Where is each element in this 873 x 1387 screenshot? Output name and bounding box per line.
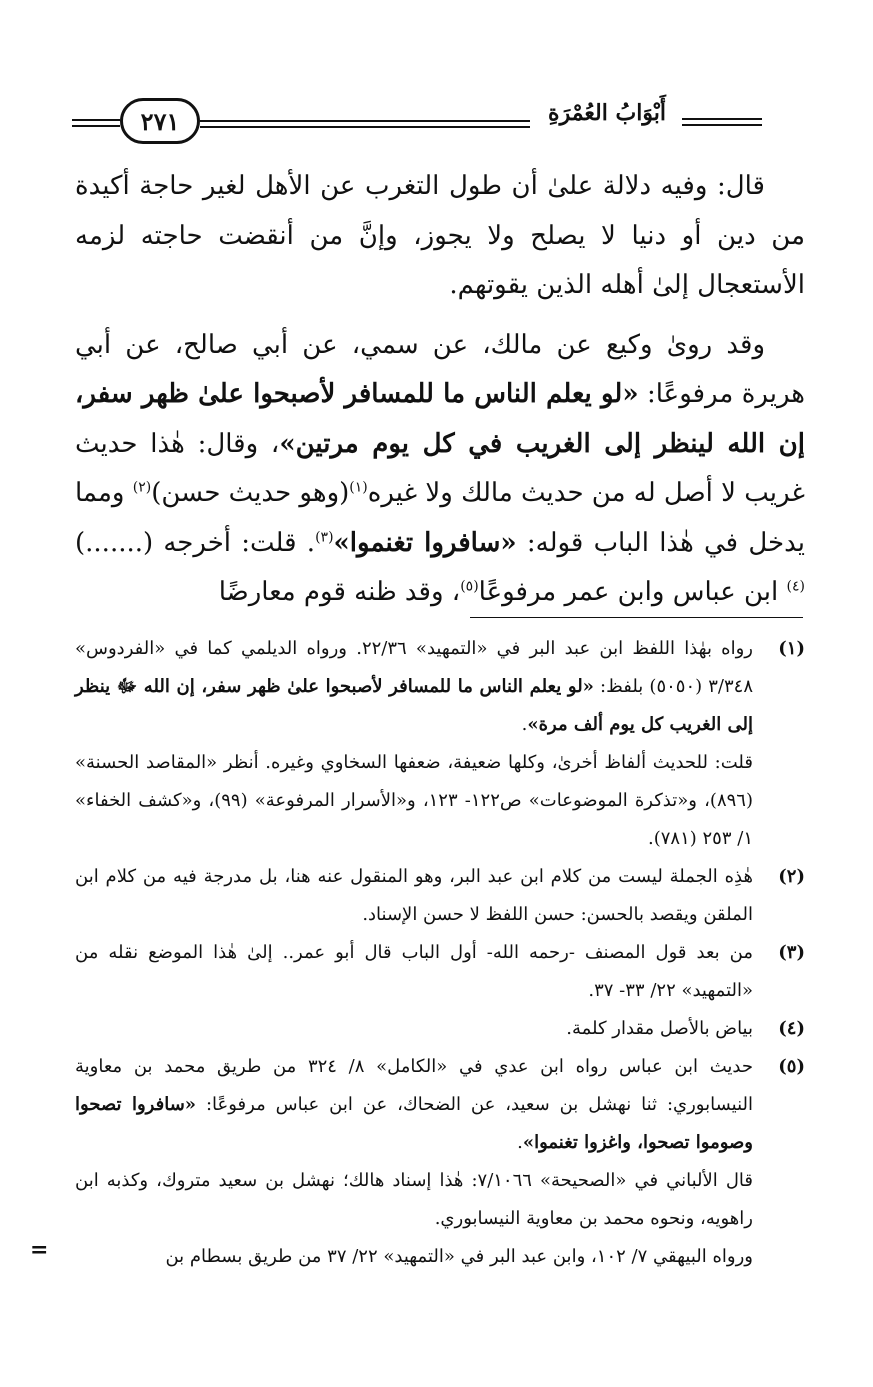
footnote-line [75,1048,753,1162]
header-rule [682,118,762,120]
footnote-body [75,1010,753,1048]
footnote-body [75,1048,753,1276]
text-run: حديث ابن عباس رواه ابن عدي في «الكامل» ٨/ ٣٢٤ من طريق محمد بن معاوية النيسابوري: ثنا نهشل بن سعيد، عن الضحاك، عن ابن عباس مرفوعًا: [75,1056,753,1115]
text-run: ، وقال: هٰذا حديث غريب لا أصل له من حديث مالك ولا غيره [75,428,805,508]
footnote-number: (٣) [778,942,805,963]
footnote-body [75,630,753,858]
footnote-number: (٢) [778,866,805,887]
footnote-number: (٤) [778,1018,805,1039]
footnote [75,630,805,858]
paragraph [75,321,805,618]
hadith-quote: «سافروا تغنموا» [333,527,517,558]
main-text [75,162,805,618]
continuation-mark: = [30,1237,49,1263]
footnote-ref: (٤) [786,578,805,595]
text-run: ومما يدخل في هٰذا الباب قوله: [75,478,805,558]
footnote-number: (١) [778,638,805,659]
footnote-line: بياض بالأصل مقدار كلمة. [566,1018,753,1039]
header-rule [72,119,120,121]
footnote-divider [470,617,803,618]
text-run: وقد روىٰ وكيع عن مالك، عن سمي، عن أبي صالح، عن أبي هريرة مرفوعًا: [75,329,806,409]
hadith-quote: «لو يعلم الناس ما للمسافر لأصبحوا علىٰ ظهر سفر، إن الله لينظر إلى الغريب في كل يوم مرتين» [75,379,805,459]
footnote [75,934,805,1010]
footnote-ref: (١) [349,479,368,496]
footnote [75,1010,805,1048]
footnote-body [75,934,753,1010]
header-rule [200,120,530,122]
page-header [72,92,807,154]
footnote-body [75,858,753,934]
footnote-ref: (٥) [460,578,479,595]
footnote [75,858,805,934]
text-run: ، وقد ظنه قوم معارضًا [218,577,461,607]
header-rule [200,126,530,128]
footnote-number: (٥) [778,1056,805,1077]
header-rule [682,124,762,126]
text-run: ابن عباس وابن عمر مرفوعًا [478,577,787,607]
hadith-quote: «لو يعلم الناس ما للمسافر لأصبحوا علىٰ ظهر سفر، إن الله ﷻ ينظر إلى الغريب كل يوم ألف مرة» [75,676,753,735]
footnote-line: من بعد قول المصنف -رحمه الله- أول الباب قال أبو عمر.. إلىٰ هٰذا الموضع نقله من «التمهيد» ٢٢/ ٣٣- ٣٧. [75,942,753,1001]
text-run: . قلت: أخرجه (.......) [75,527,316,558]
page-number: ٢٧١ [120,98,200,144]
chapter-title: أَبْوَابُ العُمْرَةِ [548,100,666,126]
footnote-line [75,630,753,744]
text-run: (وهو حديث حسن) [151,478,350,508]
footnote-ref: (٣) [315,528,334,545]
header-rule [72,125,120,127]
footnote-line: هٰذِه الجملة ليست من كلام ابن عبد البر، وهو المنقول عنه هنا، بل مدرجة فيه من كلام ابن الملقن ويقصد بالحسن: حسن اللفظ لا حسن الإسناد. [75,866,753,925]
text-run: . [521,714,528,735]
footnote-line: ورواه البيهقي ٧/ ١٠٢، وابن عبد البر في «التمهيد» ٢٢/ ٣٧ من طريق بسطام بن [165,1246,753,1267]
text-run: رواه بهٰذا اللفظ ابن عبد البر في «التمهيد» ٢٢/٣٦. ورواه الديلمي كما في «الفردوس» ٣/٣٤٨ (٥٠٥٠) بلفظ: [75,638,754,697]
hadith-quote: «سافروا تصحوا وصوموا تصحوا، واغزوا تغنموا» [75,1094,753,1153]
text-run: . [517,1132,523,1153]
footnote-ref: (٢) [132,479,152,496]
footnote-line: قال الألباني في «الصحيحة» ٧/١٠٦٦: هٰذا إسناد هالك؛ نهشل بن سعيد متروك، وكذبه ابن راهويه، ونحوه محمد بن معاوية النيسابوري. [75,1170,753,1229]
paragraph: قال: وفيه دلالة علىٰ أن طول التغرب عن الأهل لغير حاجة أكيدة من دين أو دنيا لا يصلح ولا يجوز، وإنَّ من أنقضت حاجته لزمه الأستعجال إلىٰ أهله الذين يقوتهم. [75,171,805,300]
footnote [75,1048,805,1276]
footnotes [75,630,805,1276]
footnote-line: قلت: للحديث ألفاظ أخرىٰ، وكلها ضعيفة، ضعفها السخاوي وغيره. أنظر «المقاصد الحسنة» (٨٩٦)، و«تذكرة الموضوعات» ص١٢٢- ١٢٣، و«الأسرار المرفوعة» (٩٩)، و«كشف الخفاء» ١/ ٢٥٣ (٧٨١). [75,752,753,849]
